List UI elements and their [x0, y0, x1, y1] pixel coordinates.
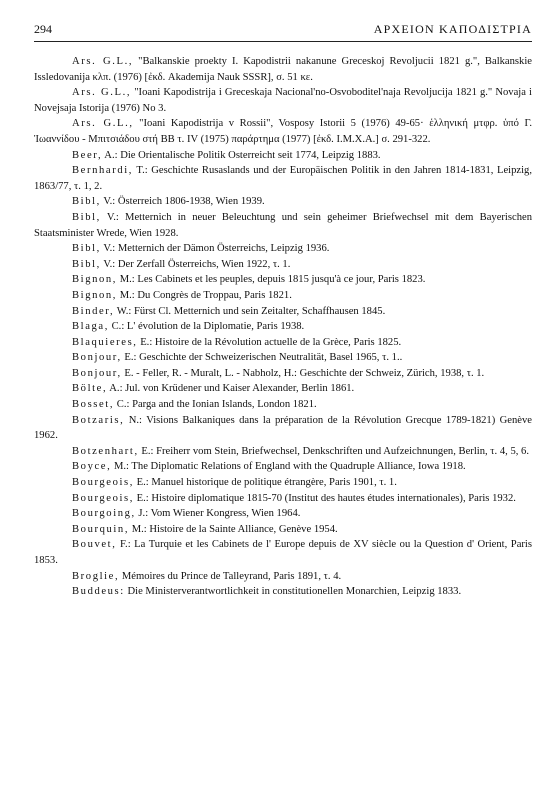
entry-author: Bignon, [72, 274, 118, 286]
entry-text: W.: Fürst Cl. Metternich und sein Zeitalter, Schaffhausen 1845. [114, 305, 386, 317]
entry-author: Botzaris, [72, 414, 125, 426]
book-page [34, 22, 532, 600]
entry-author: Bourquin, [72, 523, 130, 535]
entry-author: Buddeus: [72, 586, 125, 598]
entry-author: Bibl, [72, 196, 101, 208]
bibliography-list [34, 54, 532, 600]
bibliography-entry [34, 413, 532, 444]
entry-text: V.: Der Zerfall Österreichs, Wien 1922, τ. 1. [100, 258, 291, 270]
bibliography-entry [34, 148, 532, 164]
entry-text: Mémoires du Prince de Talleyrand, Paris 1891, τ. 4. [119, 570, 342, 582]
entry-author: Bourgeois, [72, 477, 135, 489]
page-number: 294 [34, 22, 52, 36]
running-header [34, 22, 532, 38]
entry-author: Bibl, [72, 258, 101, 270]
header-rule [34, 41, 532, 42]
entry-text: Die Ministerverantwortlichkeit in constitutionellen Monarchien, Leipzig 1833. [124, 586, 462, 598]
entry-text: E.: Histoire de la Révolution actuelle de la Grèce, Paris 1825. [137, 336, 402, 348]
entry-text: "Ioani Kapodistrija i Greceskaja Nacional'no-Osvoboditel'naja Revoljucija 1821 g." Novaja i Novejsaja Istorija (1976) No 3. [34, 87, 532, 114]
entry-text: M.: The Diplomatic Relations of England with the Quadruple Alliance, Iowa 1918. [111, 461, 466, 473]
entry-text: E.: Manuel historique de politique étrangère, Paris 1901, τ. 1. [134, 477, 397, 489]
entry-text: C.: L' évolution de la Diplomatie, Paris 1938. [108, 321, 305, 333]
entry-author: Ars. G.L., [72, 87, 132, 99]
entry-text: "Ioani Kapodistrija v Rossii", Vosposy Istorii 5 (1976) 49-65· ἑλληνική μτφρ. ὑπό Γ. Ἰωαννίδου - Μπιτσιάδου στή ΒΒ τ. IV (1975) παράρτημα (1977) [ἐκδ. Ι.Μ.Χ.Α.] σ. 291-322. [34, 118, 532, 145]
entry-author: Bonjour, [72, 367, 122, 379]
entry-author: Botzenhart, [72, 445, 139, 457]
entry-author: Bonjour, [72, 352, 122, 364]
bibliography-entry [34, 381, 532, 397]
entry-text: "Balkanskie proekty I. Kapodistrii nakanune Greceskoj Revoljucii 1821 g.", Balkanskie Issledovanija κλπ. (1976) [ἐκδ. Akademija Nauk SSSR], σ. 51 κε. [34, 56, 532, 83]
entry-text: E.: Histoire diplomatique 1815-70 (Institut des hautes études internationales), Paris 1932. [134, 492, 516, 504]
entry-author: Binder, [72, 305, 115, 317]
entry-author: Ars. G.L., [72, 118, 134, 130]
entry-text: C.: Parga and the Ionian Islands, London 1821. [114, 399, 317, 411]
entry-author: Blaquieres, [72, 336, 138, 348]
entry-text: V.: Metternich der Dämon Österreichs, Leipzig 1936. [100, 243, 330, 255]
bibliography-entry [34, 194, 532, 210]
bibliography-entry [34, 319, 532, 335]
entry-author: Bölte, [72, 383, 108, 395]
bibliography-entry [34, 475, 532, 491]
entry-author: Bignon, [72, 289, 118, 301]
entry-author: Bosset, [72, 399, 115, 411]
bibliography-entry [34, 350, 532, 366]
bibliography-entry [34, 397, 532, 413]
entry-text: E. - Feller, R. - Muralt, L. - Nabholz, H.: Geschichte der Schweiz, Zürich, 1938, τ. 1. [121, 367, 485, 379]
entry-author: Ars. G.L., [72, 56, 134, 67]
entry-text: M.: Les Cabinets et les peuples, depuis 1815 jusqu'à ce jour, Paris 1823. [117, 274, 426, 286]
bibliography-entry [34, 163, 532, 194]
bibliography-entry [34, 54, 532, 85]
bibliography-entry [34, 584, 532, 600]
entry-text: T.: Geschichte Rusaslands und der Europäischen Politik in den Jahren 1814-1831, Leipzig, 1863/77, τ. 1, 2. [34, 165, 532, 192]
entry-text: F.: La Turquie et les Cabinets de l' Europe depuis de XV siècle ou la Question d' Orient, Paris 1853. [34, 539, 532, 566]
bibliography-entry [34, 85, 532, 116]
bibliography-entry [34, 288, 532, 304]
bibliography-entry [34, 304, 532, 320]
bibliography-entry [34, 272, 532, 288]
entry-text: E.: Freiherr vom Stein, Briefwechsel, Denkschriften und Aufzeichnungen, Berlin, τ. 4, 5, 6. [138, 445, 529, 457]
entry-author: Boyce, [72, 461, 112, 473]
bibliography-entry [34, 366, 532, 382]
bibliography-entry [34, 459, 532, 475]
entry-author: Bouvet, [72, 539, 117, 551]
bibliography-entry [34, 257, 532, 273]
bibliography-entry [34, 569, 532, 585]
entry-text: A.: Jul. von Krüdener und Kaiser Alexander, Berlin 1861. [107, 383, 355, 395]
bibliography-entry [34, 241, 532, 257]
entry-author: Beer, [72, 149, 103, 161]
entry-author: Broglie, [72, 570, 120, 582]
bibliography-entry [34, 335, 532, 351]
bibliography-entry [34, 522, 532, 538]
entry-text: E.: Geschichte der Schweizerischen Neutralität, Basel 1965, τ. 1.. [121, 352, 403, 364]
entry-text: J.: Vom Wiener Kongress, Wien 1964. [135, 508, 301, 520]
entry-author: Bourgoing, [72, 508, 136, 520]
bibliography-entry [34, 537, 532, 568]
entry-text: V.: Österreich 1806-1938, Wien 1939. [100, 196, 265, 208]
bibliography-entry [34, 210, 532, 241]
entry-author: Bourgeois, [72, 492, 135, 504]
bibliography-entry [34, 506, 532, 522]
entry-text: A.: Die Orientalische Politik Osterreicht seit 1774, Leipzig 1883. [102, 149, 381, 161]
entry-text: N.: Visions Balkaniques dans la préparation de la Révolution Grecque 1789-1821) Genève 1962. [34, 414, 532, 442]
bibliography-entry [34, 116, 532, 147]
bibliography-entry [34, 491, 532, 507]
entry-author: Blaga, [72, 321, 109, 333]
entry-text: M.: Histoire de la Sainte Alliance, Genève 1954. [129, 523, 338, 535]
entry-text: M.: Du Congrès de Troppau, Paris 1821. [117, 289, 292, 301]
journal-title: ΑΡΧΕΙΟΝ ΚΑΠΟΔΙΣΤΡΙΑ [373, 22, 532, 36]
entry-author: Bernhardi, [72, 165, 134, 177]
entry-author: Bibl, [72, 211, 101, 223]
entry-author: Bibl, [72, 243, 101, 255]
bibliography-entry [34, 444, 532, 460]
entry-text: V.: Metternich in neuer Beleuchtung und sein geheimer Briefwechsel mit dem Bayerischen Staatsminister Wrede, Wien 1928. [34, 211, 532, 239]
